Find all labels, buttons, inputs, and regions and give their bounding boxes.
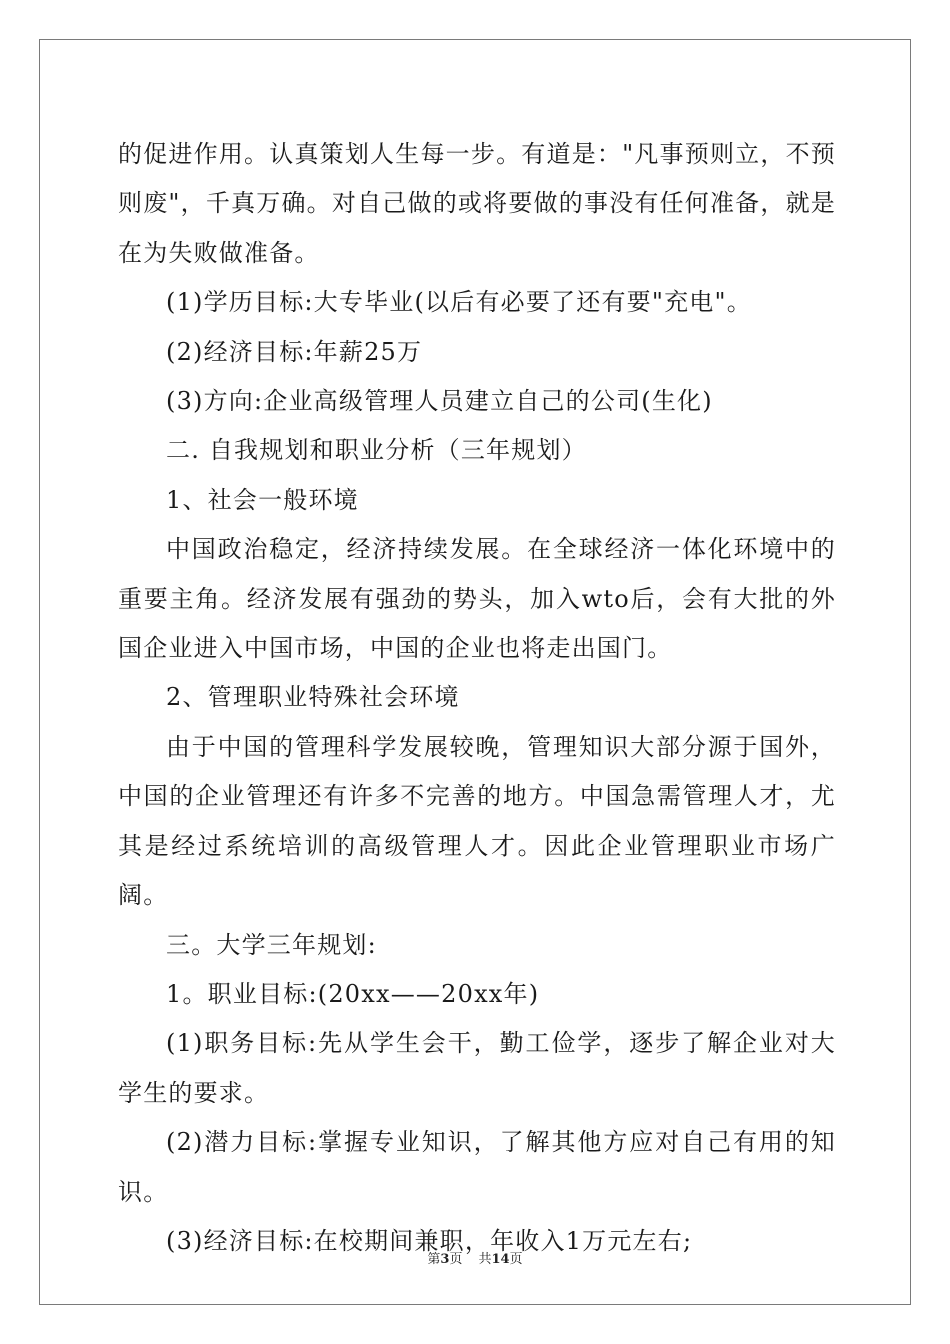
footer-prefix: 第 — [427, 1252, 441, 1267]
total-pages-number: 14 — [491, 1252, 510, 1267]
paragraph: (1)职务目标:先从学生会干，勤工俭学，逐步了解企业对大学生的要求。 — [118, 1029, 836, 1107]
page-footer — [0, 1248, 950, 1267]
paragraph: 中国政治稳定，经济持续发展。在全球经济一体化环境中的重要主角。经济发展有强劲的势头，加入wto后，会有大批的外国企业进入中国市场，中国的企业也将走出国门。 — [118, 535, 836, 663]
paragraph: (2)经济目标:年薪25万 — [166, 337, 423, 366]
paragraph: 由于中国的管理科学发展较晚，管理知识大部分源于国外，中国的企业管理还有许多不完善的地方。中国急需管理人才，尤其是经过系统培训的高级管理人才。因此企业管理职业市场广阔。 — [118, 732, 836, 910]
footer-total-prefix: 共 — [478, 1252, 492, 1267]
current-page-number: 3 — [440, 1252, 450, 1267]
paragraph: (1)学历目标:大专毕业(以后有必要了还有要"充电"。 — [166, 288, 752, 317]
paragraph: (2)潜力目标:掌握专业知识，了解其他方应对自己有用的知识。 — [118, 1128, 836, 1206]
footer-total-unit: 页 — [509, 1252, 523, 1267]
subsection-heading: 1。职业目标:(20xx——20xx年) — [166, 979, 540, 1008]
footer-page-unit: 页 — [449, 1252, 463, 1267]
subsection-heading: 1、社会一般环境 — [166, 485, 359, 514]
section-heading: 三。大学三年规划: — [166, 930, 377, 959]
paragraph: (3)经济目标:在校期间兼职，年收入1万元左右; — [166, 1226, 693, 1255]
paragraph: (3)方向:企业高级管理人员建立自己的公司(生化) — [166, 387, 713, 416]
section-heading: 二. 自我规划和职业分析（三年规划） — [166, 436, 587, 465]
subsection-heading: 2、管理职业特殊社会环境 — [166, 683, 460, 712]
paragraph: 的促进作用。认真策划人生每一步。有道是："凡事预则立，不预则废"，千真万确。对自己做的或将要做的事没有任何准备，就是在为失败做准备。 — [118, 140, 836, 267]
document-body — [118, 130, 836, 1266]
